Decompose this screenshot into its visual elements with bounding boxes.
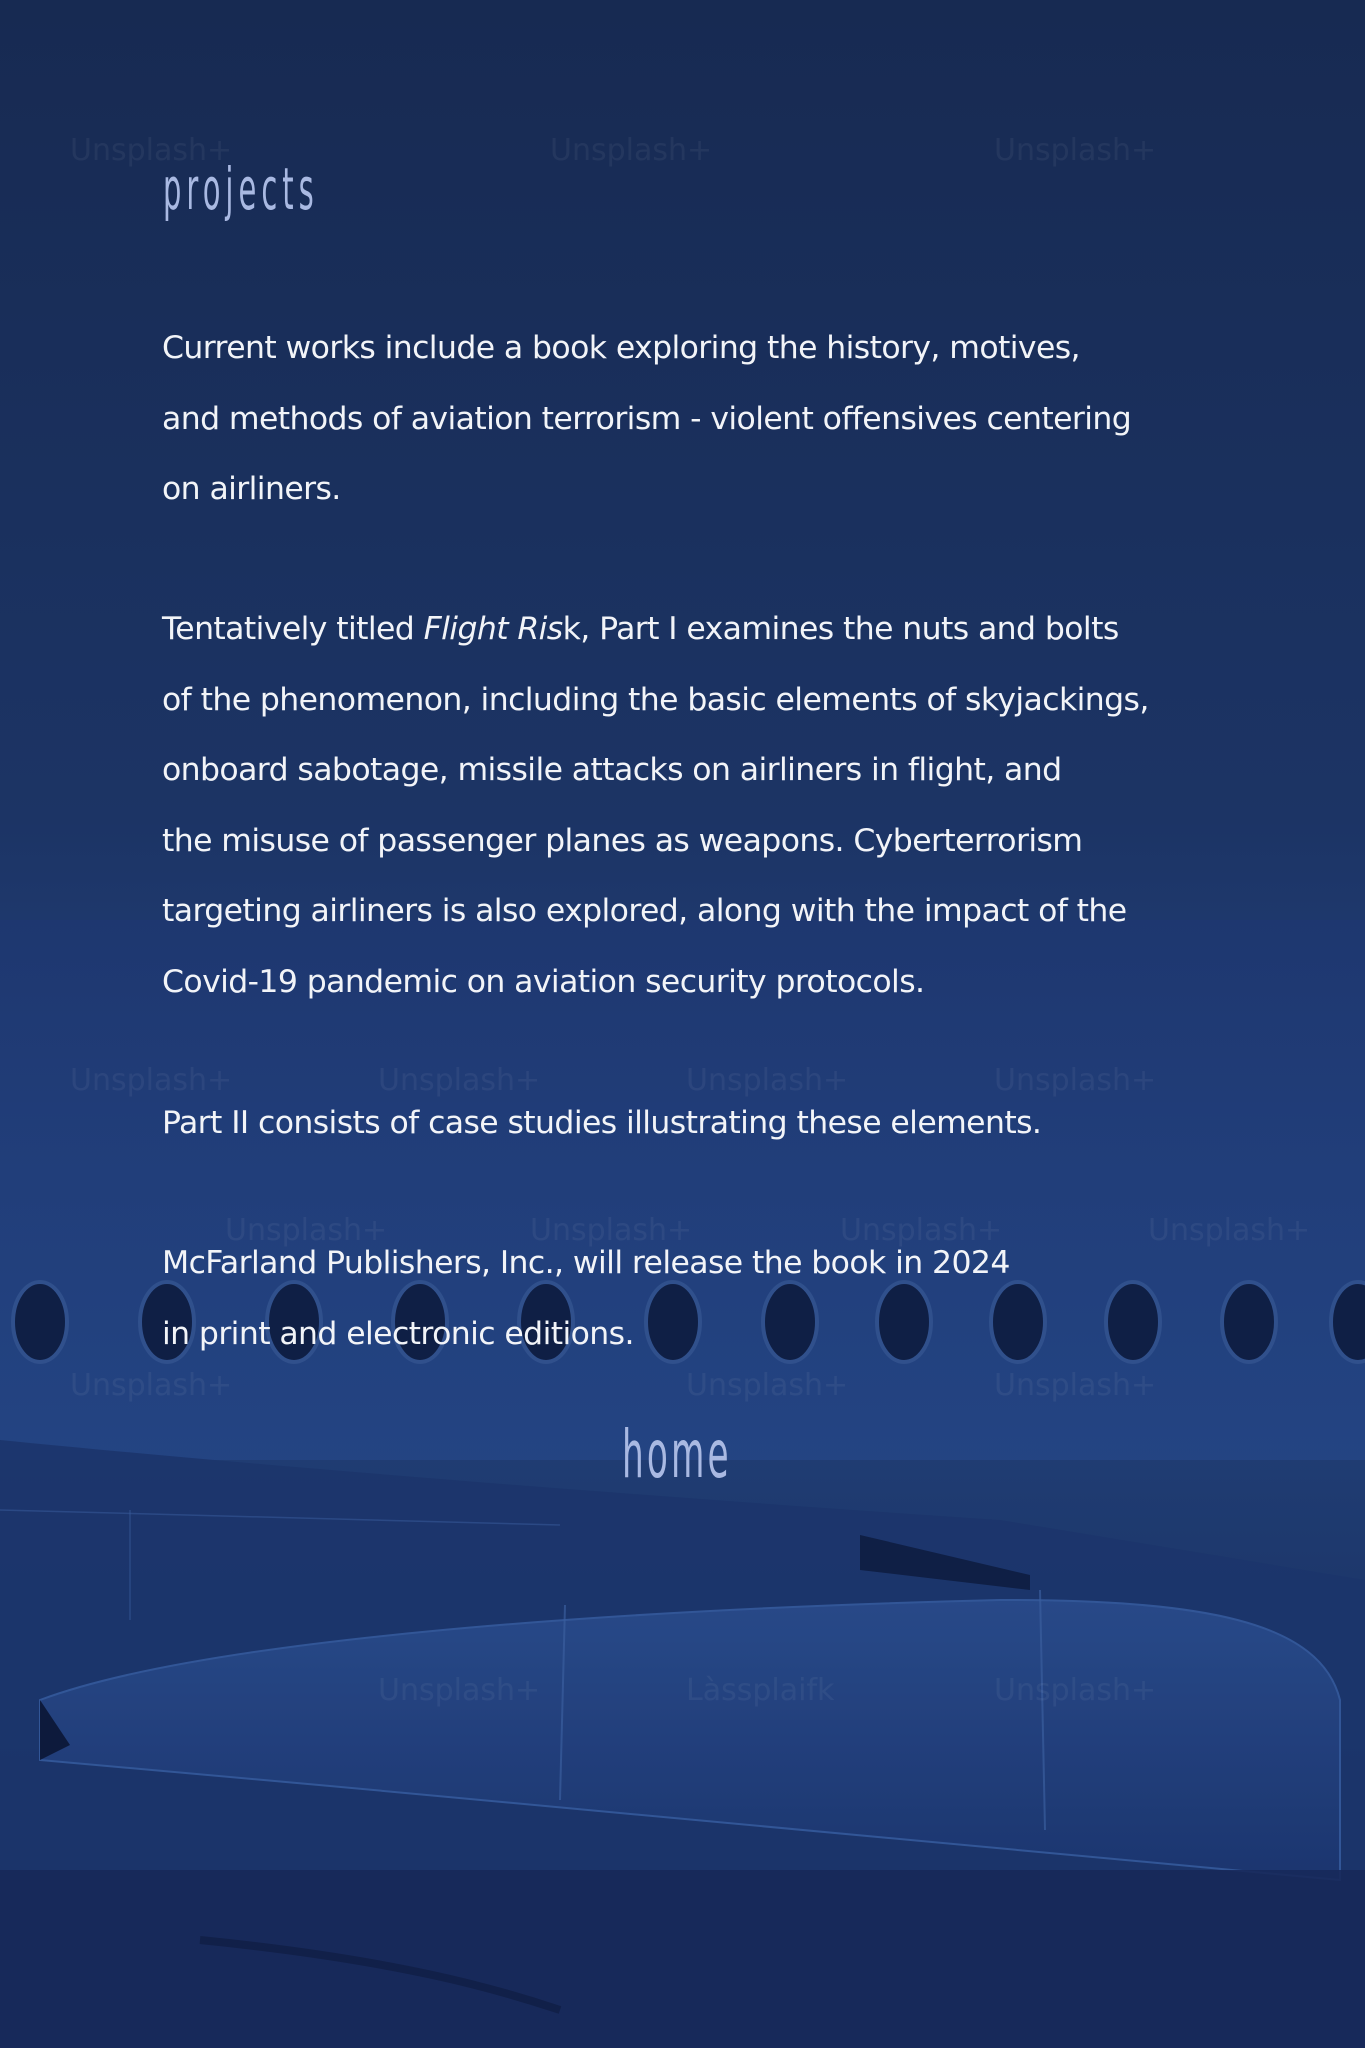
paragraph-line: and methods of aviation terrorism - violent offensives centering <box>162 400 1132 437</box>
svg-text:Unsplash+: Unsplash+ <box>530 1213 693 1248</box>
title-trail-text: k, Part I examines the nuts and bolts <box>562 611 1119 647</box>
svg-text:Unsplash+: Unsplash+ <box>378 1673 541 1708</box>
svg-text:Unsplash+: Unsplash+ <box>686 1368 849 1403</box>
part-two-paragraph <box>162 1088 1242 1159</box>
svg-text:Unsplash+: Unsplash+ <box>378 1063 541 1098</box>
paragraph-line: targeting airliners is also explored, along with the impact of the <box>162 893 1127 929</box>
svg-text:Unsplash+: Unsplash+ <box>994 133 1157 168</box>
svg-text:Unsplash+: Unsplash+ <box>994 1368 1157 1403</box>
svg-text:Unsplash+: Unsplash+ <box>840 1213 1003 1248</box>
paragraph-line: the misuse of passenger planes as weapons. Cyberterrorism <box>162 822 1083 859</box>
paragraph-line: on airliners. <box>162 471 341 507</box>
paragraph-line: of the phenomenon, including the basic elements of skyjackings, <box>162 681 1149 718</box>
paragraph-line: Part II consists of case studies illustrating these elements. <box>162 1105 1042 1141</box>
part-one-paragraph <box>162 594 1242 1017</box>
svg-text:Unsplash+: Unsplash+ <box>686 1063 849 1098</box>
title-lead-text: Tentatively titled <box>162 611 424 647</box>
paragraph-line: in print and electronic editions. <box>162 1315 634 1352</box>
paragraph-line: Covid-19 pandemic on aviation security protocols. <box>162 963 925 1000</box>
book-title: Flight Ris <box>423 611 563 647</box>
paragraph-line <box>162 594 1242 665</box>
paragraph-line: McFarland Publishers, Inc., will release the book in 2024 <box>162 1245 1010 1281</box>
svg-text:Unsplash+: Unsplash+ <box>70 1368 233 1403</box>
svg-text:Làssplaifk: Làssplaifk <box>686 1673 835 1708</box>
intro-paragraph <box>162 313 1242 525</box>
svg-text:Unsplash+: Unsplash+ <box>1148 1213 1311 1248</box>
svg-text:Unsplash+: Unsplash+ <box>550 133 713 168</box>
paragraph-line: Current works include a book exploring the history, motives, <box>162 330 1080 366</box>
page-title: projects <box>163 155 319 223</box>
svg-text:Unsplash+: Unsplash+ <box>70 133 233 168</box>
home-link[interactable]: home <box>622 1416 732 1493</box>
publisher-paragraph <box>162 1228 1242 1369</box>
paragraph-line: onboard sabotage, missile attacks on airliners in flight, and <box>162 752 1062 788</box>
svg-text:Unsplash+: Unsplash+ <box>225 1213 388 1248</box>
svg-text:Unsplash+: Unsplash+ <box>994 1063 1157 1098</box>
svg-text:Unsplash+: Unsplash+ <box>994 1673 1157 1708</box>
svg-text:Unsplash+: Unsplash+ <box>70 1063 233 1098</box>
